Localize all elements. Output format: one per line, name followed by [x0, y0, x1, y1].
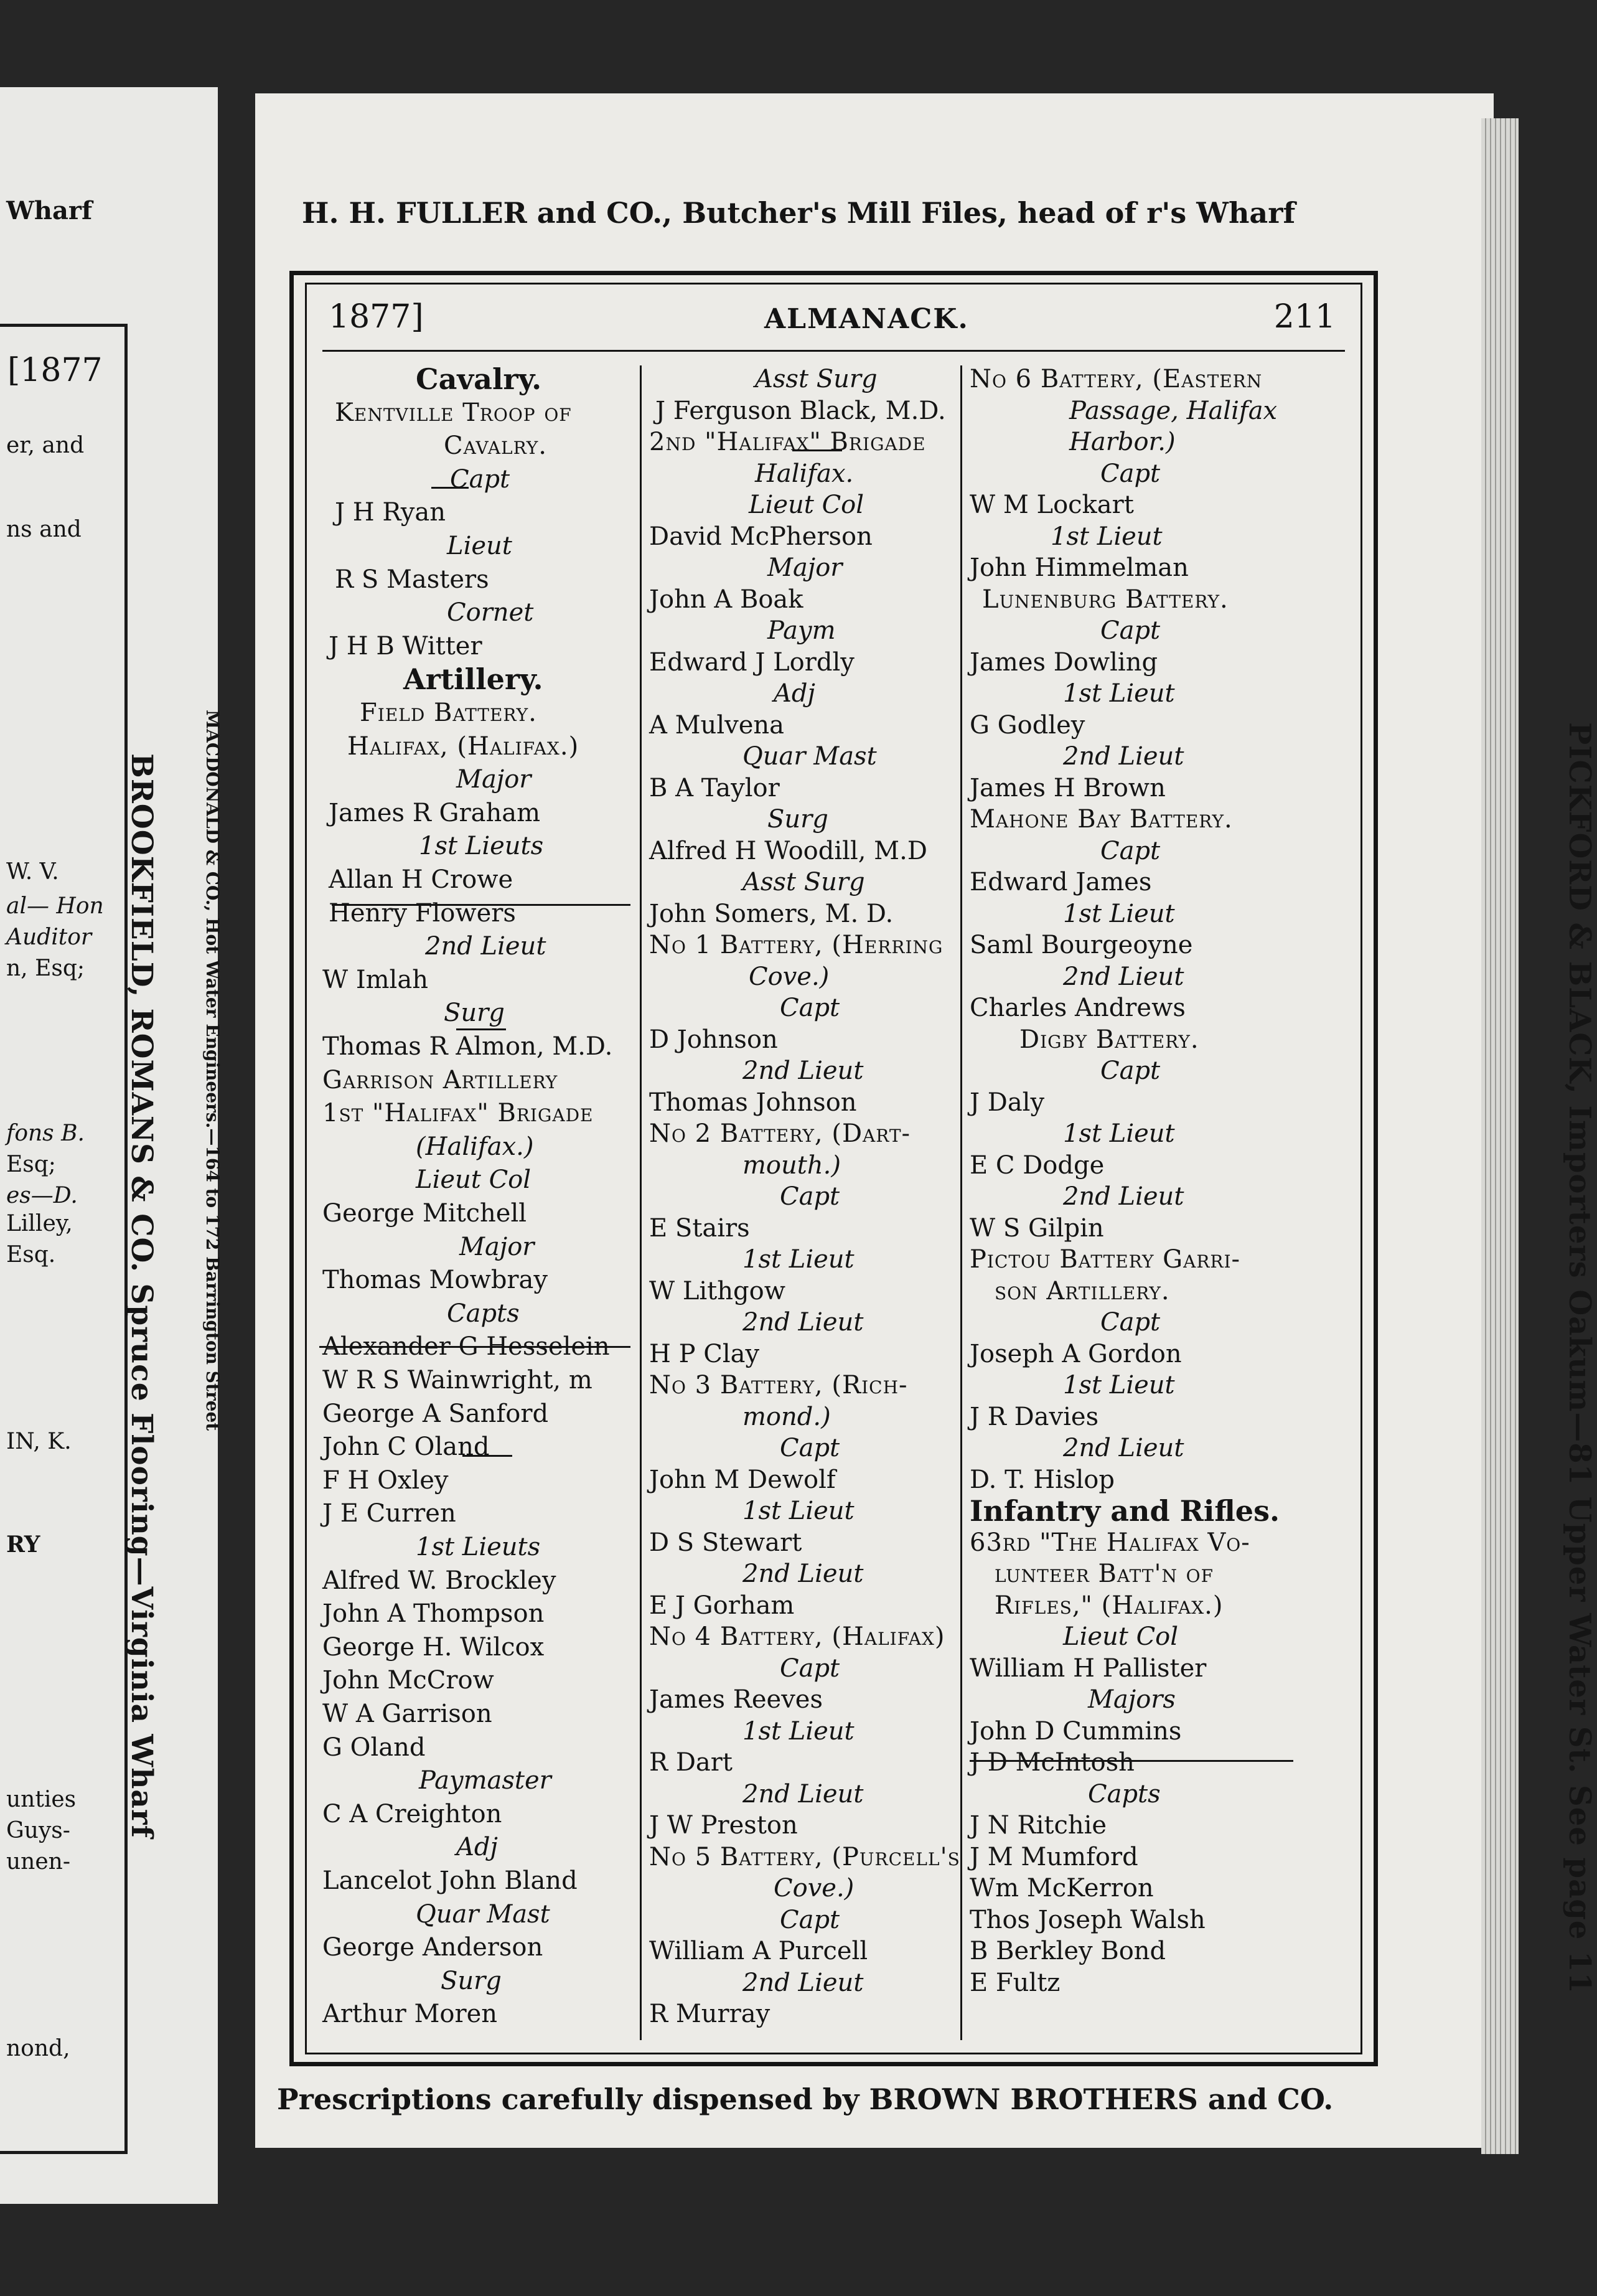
left-fragment: fons B. [6, 1121, 85, 1146]
directory-entry-name: Charles Andrews [970, 994, 1186, 1022]
directory-entry-rank: Capt [1100, 459, 1161, 488]
directory-entry-name: Edward James [970, 868, 1152, 896]
directory-entry-name: George A Sanford [322, 1399, 549, 1428]
directory-entry-name: John Himmelman [970, 553, 1189, 582]
left-facing-page [0, 87, 223, 2204]
directory-entry-name: John C Oland [322, 1433, 490, 1462]
directory-entry-name: James Reeves [649, 1685, 823, 1714]
directory-entry-name: J N Ritchie [970, 1811, 1107, 1840]
directory-entry-rank: Halifax. [755, 459, 854, 488]
directory-entry-rank: 1st Lieut [1063, 1119, 1175, 1148]
directory-entry-rank: Majors [1088, 1685, 1176, 1714]
directory-entry-name: B A Taylor [649, 773, 780, 802]
directory-entry-name: Thomas Mowbray [322, 1266, 548, 1295]
directory-entry-name: D S Stewart [649, 1528, 802, 1557]
directory-entry-rank: 2nd Lieut [742, 1968, 864, 1997]
directory-entry-name: J D McIntosh [970, 1748, 1135, 1777]
directory-entry-unit: Mahone Bay Battery. [970, 805, 1233, 834]
header-rule [322, 350, 1345, 352]
bottom-advertisement: Prescriptions carefully dispensed by BROWN BROTHERS and CO. [277, 2082, 1334, 2116]
directory-entry-name: Thomas R Almon, M.D. [322, 1032, 613, 1061]
section-rule [792, 449, 842, 451]
left-fragment: unties [6, 1787, 77, 1812]
directory-entry-rank: Adj [456, 1833, 498, 1862]
directory-entry-unit: No 2 Battery, (Dart- [649, 1119, 911, 1148]
directory-entry-unit: 1st "Halifax" Brigade [322, 1099, 594, 1128]
directory-entry-name: Arthur Moren [322, 2000, 498, 2029]
directory-entry-name: D Johnson [649, 1025, 778, 1054]
directory-entry-rank: Quar Mast [416, 1899, 550, 1929]
directory-entry-name: C A Creighton [322, 1799, 502, 1828]
directory-entry-rank: Capt [1100, 616, 1161, 645]
directory-entry-name: J H Ryan [335, 498, 446, 527]
directory-entry-unit: Pictou Battery Garri- [970, 1245, 1241, 1274]
directory-entry-rank: Surg [441, 1966, 502, 1995]
directory-entry-name: F H Oxley [322, 1466, 449, 1495]
section-rule [970, 1760, 1293, 1762]
directory-entry-rank: Lieut Col [749, 491, 864, 519]
directory-entry-rank: 1st Lieut [1063, 1371, 1175, 1400]
directory-entry-name: H P Clay [649, 1339, 760, 1368]
column-divider [960, 365, 962, 2040]
directory-entry-unit: Field Battery. [360, 699, 537, 727]
directory-entry-name: William A Purcell [649, 1937, 868, 1965]
left-fragment: RY [6, 1531, 40, 1558]
directory-entry-rank: Capt [780, 994, 840, 1022]
directory-entry-unit: Digby Battery. [1019, 1025, 1199, 1054]
directory-entry-rank: Capt [780, 1182, 840, 1211]
directory-entry-rank: Harbor.) [1069, 428, 1176, 456]
directory-entry-rank: Paymaster [419, 1766, 551, 1795]
left-page-frame [0, 324, 128, 2154]
directory-entry-unit: Rifles," (Halifax.) [995, 1591, 1224, 1620]
section-rule [319, 1346, 630, 1348]
left-fragment: Esq; [6, 1152, 56, 1177]
page-edges [1481, 118, 1519, 2154]
directory-entry-rank: 1st Lieut [742, 1497, 855, 1525]
directory-entry-unit: Cavalry. [444, 431, 547, 461]
top-advertisement: H. H. FULLER and CO., Butcher's Mill Files, head of r's Wharf [302, 196, 1296, 230]
directory-entry-rank: Lieut Col [1063, 1622, 1179, 1651]
directory-entry-rank: Capt [1100, 836, 1161, 865]
left-fragment: W. V. [6, 859, 59, 885]
directory-entry-name: James H Brown [970, 773, 1166, 802]
directory-entry-name: John A Boak [649, 585, 803, 614]
directory-entry-rank: Cove.) [774, 1874, 855, 1903]
directory-entry-rank: Lieut Col [416, 1165, 532, 1195]
directory-entry-unit: Halifax, (Halifax.) [347, 732, 579, 761]
directory-entry-rank: 2nd Lieut [742, 1056, 864, 1085]
left-page-header: Wharf [6, 196, 93, 225]
directory-entry-name: John McCrow [322, 1666, 494, 1695]
directory-entry-rank: Capt [1100, 1308, 1161, 1337]
directory-entry-rank: 2nd Lieut [742, 1779, 864, 1809]
directory-entry-rank: Asst Surg [755, 365, 878, 393]
directory-entry-rank: Surg [444, 999, 505, 1028]
left-fragment: Guys- [6, 1818, 70, 1843]
directory-entry-name: George Anderson [322, 1933, 543, 1962]
directory-entry-name: E Fultz [970, 1968, 1061, 1997]
directory-entry-name: James Dowling [970, 647, 1158, 677]
directory-entry-name: George H. Wilcox [322, 1632, 545, 1662]
directory-entry-name: B Berkley Bond [970, 1937, 1166, 1965]
directory-entry-name: John M Dewolf [649, 1465, 836, 1494]
directory-entry-name: Henry Flowers [329, 898, 516, 928]
directory-entry-name: John A Thompson [322, 1599, 545, 1629]
directory-entry-name: John D Cummins [970, 1716, 1182, 1746]
directory-entry-unit: No 6 Battery, (Eastern [970, 365, 1263, 393]
directory-entry-name: David McPherson [649, 522, 873, 551]
directory-entry-name: W Imlah [322, 965, 428, 994]
directory-entry-name: Joseph A Gordon [970, 1339, 1182, 1368]
directory-entry-name: A Mulvena [649, 710, 784, 740]
directory-entry-rank: 1st Lieut [1063, 899, 1175, 928]
directory-entry-rank: Paym [767, 616, 836, 645]
directory-entry-name: Saml Bourgeoyne [970, 931, 1193, 959]
directory-entry-unit: Lunenburg Battery. [982, 585, 1229, 614]
left-fragment: Auditor [6, 925, 92, 950]
directory-entry-name: J E Curren [322, 1499, 456, 1528]
column-divider [640, 365, 642, 2040]
directory-entry-unit: No 5 Battery, (Purcell's [649, 1842, 960, 1871]
page-frame [289, 271, 1378, 2066]
directory-entry-name: J Ferguson Black, M.D. [655, 396, 946, 425]
directory-entry-rank: 2nd Lieut [1063, 962, 1184, 991]
directory-entry-rank: Passage, Halifax [1069, 396, 1278, 425]
directory-entry-unit: No 3 Battery, (Rich- [649, 1371, 908, 1400]
left-fragment: Lilley, [6, 1211, 73, 1236]
directory-entry-unit: 63rd "The Halifax Vo- [970, 1528, 1250, 1557]
directory-entry-name: James R Graham [329, 798, 541, 827]
directory-entry-name: J Daly [970, 1088, 1045, 1117]
directory-entry-rank: Adj [774, 679, 815, 708]
directory-entry-rank: Asst Surg [742, 868, 865, 896]
left-fragment: es—D. [6, 1183, 78, 1208]
directory-entry-rank: 1st Lieuts [419, 832, 544, 861]
directory-entry-rank: Capt [450, 464, 510, 494]
directory-entry-head: Artillery. [403, 662, 543, 697]
directory-entry-rank: Capt [780, 1434, 840, 1462]
directory-entry-name: George Mitchell [322, 1199, 527, 1228]
directory-entry-name: Alexander G Hesselein [322, 1332, 610, 1362]
left-fragment: er, and [6, 433, 85, 458]
directory-entry-name: W S Gilpin [970, 1213, 1104, 1243]
directory-entry-rank: Major [459, 1232, 535, 1261]
directory-entry-rank: Cove.) [749, 962, 830, 991]
left-fragment: nond, [6, 2036, 70, 2061]
directory-entry-rank: 1st Lieut [742, 1245, 855, 1274]
directory-entry-name: Thos Joseph Walsh [970, 1905, 1206, 1934]
directory-entry-rank: 1st Lieut [1063, 679, 1175, 708]
left-fragment: Esq. [6, 1242, 56, 1268]
directory-entry-unit: Garrison Artillery [322, 1065, 558, 1094]
directory-entry-name: R Murray [649, 2000, 770, 2028]
directory-entry-head: Infantry and Rifles. [970, 1494, 1280, 1528]
right-side-advertisement: PICKFORD & BLACK, Importers Oakum—81 Upper Water St. See page 11 [1562, 722, 1597, 1994]
left-fragment: unen- [6, 1849, 71, 1875]
directory-entry-name: Edward J Lordly [649, 647, 855, 677]
directory-entry-name: G Godley [970, 710, 1085, 740]
directory-entry-rank: Cornet [447, 598, 534, 628]
directory-entry-unit: No 1 Battery, (Herring [649, 931, 944, 959]
left-side-advertisement-secondary: MACDONALD & CO., Hot Water Engineers.—164 to 172 Barrington Street [202, 710, 223, 1431]
directory-entry-name: E Stairs [649, 1213, 750, 1243]
left-fragment: al— Hon [6, 893, 104, 919]
directory-entry-rank: Lieut [447, 532, 512, 560]
directory-entry-rank: 2nd Lieut [742, 1308, 864, 1337]
left-fragment: n, Esq; [6, 956, 85, 981]
left-page-year: [1877 [7, 352, 103, 389]
directory-entry-name: Alfred H Woodill, M.D [649, 836, 927, 865]
directory-entry-name: R Dart [649, 1748, 733, 1777]
section-rule [456, 1028, 506, 1030]
directory-entry-rank: 2nd Lieut [1063, 1434, 1184, 1462]
page-title: ALMANACK. [764, 303, 969, 335]
left-side-advertisement: BROOKFIELD, ROMANS & CO. Spruce Flooring—Virginia Wharf [124, 753, 159, 1838]
directory-entry-name: W Lithgow [649, 1276, 785, 1306]
left-fragment: IN, K. [6, 1429, 72, 1454]
section-rule [462, 1455, 512, 1457]
directory-entry-rank: 1st Lieut [1051, 522, 1163, 551]
section-rule [431, 487, 469, 489]
directory-entry-name: W A Garrison [322, 1700, 492, 1728]
directory-entry-name: J W Preston [649, 1811, 798, 1840]
directory-entry-name: J R Davies [970, 1402, 1099, 1431]
directory-entry-name: R S Masters [335, 565, 489, 594]
directory-entry-rank: Major [456, 765, 532, 794]
directory-entry-unit: 2nd "Halifax" Brigade [649, 428, 926, 456]
directory-entry-name: Alfred W. Brockley [322, 1566, 556, 1595]
directory-entry-unit: lunteer Batt'n of [995, 1560, 1214, 1588]
directory-entry-unit: No 4 Battery, (Halifax) [649, 1622, 945, 1651]
directory-entry-name: Lancelot John Bland [322, 1866, 578, 1895]
directory-entry-name: J M Mumford [970, 1842, 1138, 1871]
directory-entry-name: John Somers, M. D. [649, 899, 894, 928]
directory-entry-rank: Capts [1088, 1779, 1161, 1809]
directory-entry-name: William H Pallister [970, 1654, 1207, 1683]
left-fragment: ns and [6, 517, 82, 542]
page-inner-frame [305, 283, 1362, 2054]
directory-entry-name: J H B Witter [329, 631, 482, 661]
page-number: 211 [1273, 298, 1336, 336]
directory-entry-name: E J Gorham [649, 1591, 795, 1620]
almanack-page [255, 93, 1597, 2148]
directory-entry-rank: 2nd Lieut [742, 1560, 864, 1588]
directory-entry-rank: mouth.) [742, 1150, 841, 1180]
directory-entry-head: Cavalry. [416, 362, 542, 396]
directory-entry-name: Allan H Crowe [329, 865, 513, 894]
directory-entry-unit: son Artillery. [995, 1276, 1170, 1306]
directory-entry-rank: 1st Lieut [742, 1716, 855, 1746]
directory-entry-rank: 2nd Lieut [1063, 1182, 1184, 1211]
directory-entry-name: G Oland [322, 1733, 426, 1762]
directory-entry-rank: Capts [447, 1299, 520, 1328]
directory-entry-name: Thomas Johnson [649, 1088, 857, 1117]
directory-entry-name: E C Dodge [970, 1150, 1105, 1180]
directory-entry-rank: (Halifax.) [416, 1132, 534, 1161]
section-rule [332, 904, 630, 906]
directory-entry-rank: Capt [780, 1654, 840, 1683]
directory-entry-rank: mond.) [742, 1402, 831, 1431]
directory-entry-name: W R S Wainwright, m [322, 1366, 592, 1395]
directory-entry-rank: Major [767, 553, 843, 582]
directory-entry-rank: Capt [1100, 1056, 1161, 1085]
directory-entry-name: D. T. Hislop [970, 1465, 1115, 1494]
directory-entry-rank: 1st Lieuts [416, 1533, 541, 1561]
directory-entry-unit: Kentville Troop of [335, 398, 572, 427]
directory-entry-name: W M Lockart [970, 491, 1134, 519]
directory-entry-rank: Surg [767, 805, 828, 834]
directory-entry-name: Wm McKerron [970, 1874, 1154, 1903]
page-year: 1877] [329, 298, 424, 336]
directory-entry-rank: 2nd Lieut [1063, 742, 1184, 771]
directory-entry-rank: Quar Mast [742, 742, 877, 771]
directory-entry-rank: 2nd Lieut [425, 932, 546, 961]
directory-entry-rank: Capt [780, 1905, 840, 1934]
